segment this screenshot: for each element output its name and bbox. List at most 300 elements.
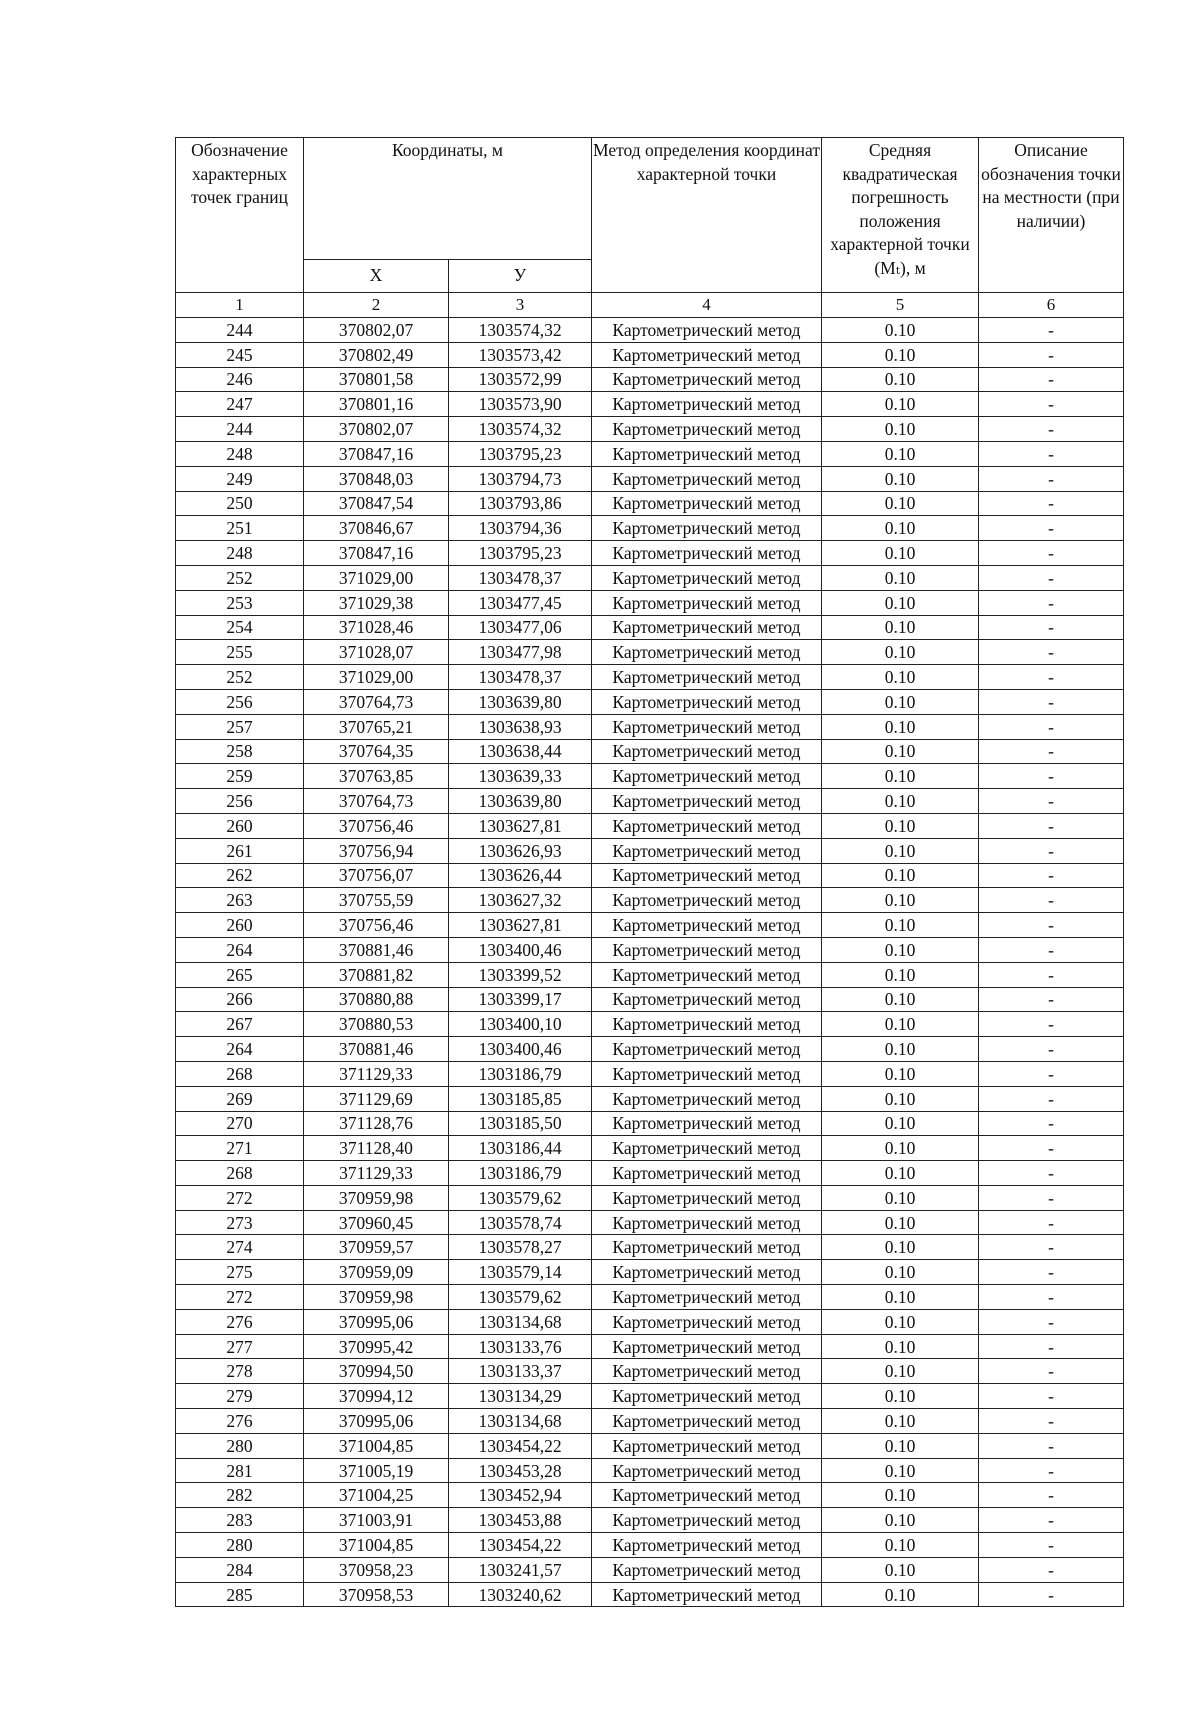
cell-x: 370756,94: [304, 838, 449, 863]
cell-y: 1303795,23: [449, 441, 592, 466]
cell-point-id: 271: [176, 1136, 304, 1161]
cell-description: -: [979, 1384, 1124, 1409]
cell-method: Картометрический метод: [592, 1185, 822, 1210]
cell-x: 370958,23: [304, 1557, 449, 1582]
cell-y: 1303627,81: [449, 813, 592, 838]
cell-error: 0.10: [822, 1061, 979, 1086]
cell-method: Картометрический метод: [592, 1508, 822, 1533]
cell-description: -: [979, 640, 1124, 665]
cell-error: 0.10: [822, 764, 979, 789]
cell-point-id: 272: [176, 1185, 304, 1210]
cell-description: -: [979, 1136, 1124, 1161]
header-coordinates: Координаты, м: [304, 138, 592, 260]
cell-point-id: 248: [176, 441, 304, 466]
table-row: [176, 392, 1124, 417]
cell-description: -: [979, 987, 1124, 1012]
cell-error: 0.10: [822, 640, 979, 665]
cell-y: 1303134,29: [449, 1384, 592, 1409]
table-row: [176, 714, 1124, 739]
cell-y: 1303794,36: [449, 516, 592, 541]
cell-x: 370995,42: [304, 1334, 449, 1359]
cell-y: 1303400,10: [449, 1012, 592, 1037]
cell-x: 370847,16: [304, 541, 449, 566]
table-body: [176, 293, 1124, 1607]
header-y: У: [449, 260, 592, 293]
table-row: [176, 937, 1124, 962]
column-number: 2: [304, 293, 449, 318]
cell-point-id: 273: [176, 1210, 304, 1235]
cell-method: Картометрический метод: [592, 1111, 822, 1136]
table-row: [176, 962, 1124, 987]
cell-method: Картометрический метод: [592, 417, 822, 442]
cell-y: 1303477,45: [449, 590, 592, 615]
cell-method: Картометрический метод: [592, 1409, 822, 1434]
header-point-designation: Обозначение характерных точек границ: [176, 138, 304, 293]
column-number: 4: [592, 293, 822, 318]
cell-y: 1303186,79: [449, 1161, 592, 1186]
cell-error: 0.10: [822, 789, 979, 814]
cell-error: 0.10: [822, 1285, 979, 1310]
cell-method: Картометрический метод: [592, 640, 822, 665]
cell-point-id: 245: [176, 342, 304, 367]
cell-error: 0.10: [822, 665, 979, 690]
cell-y: 1303579,62: [449, 1185, 592, 1210]
cell-description: -: [979, 962, 1124, 987]
cell-description: -: [979, 1458, 1124, 1483]
cell-y: 1303453,28: [449, 1458, 592, 1483]
table-row: [176, 1136, 1124, 1161]
cell-point-id: 252: [176, 565, 304, 590]
header-method: Метод определения координат характерной точки: [592, 138, 822, 293]
table-row: [176, 665, 1124, 690]
cell-x: 370959,09: [304, 1260, 449, 1285]
cell-method: Картометрический метод: [592, 466, 822, 491]
table-row: [176, 1582, 1124, 1607]
cell-description: -: [979, 739, 1124, 764]
cell-error: 0.10: [822, 1235, 979, 1260]
cell-method: Картометрический метод: [592, 590, 822, 615]
cell-point-id: 262: [176, 863, 304, 888]
cell-y: 1303478,37: [449, 565, 592, 590]
table-row: [176, 1557, 1124, 1582]
table-row: [176, 590, 1124, 615]
table-row: [176, 367, 1124, 392]
cell-error: 0.10: [822, 565, 979, 590]
cell-x: 370802,07: [304, 417, 449, 442]
cell-error: 0.10: [822, 491, 979, 516]
cell-x: 370848,03: [304, 466, 449, 491]
cell-x: 370801,58: [304, 367, 449, 392]
cell-point-id: 282: [176, 1483, 304, 1508]
cell-x: 370959,98: [304, 1285, 449, 1310]
cell-x: 371028,46: [304, 615, 449, 640]
cell-y: 1303241,57: [449, 1557, 592, 1582]
cell-error: 0.10: [822, 318, 979, 343]
table-row: [176, 863, 1124, 888]
cell-x: 370756,07: [304, 863, 449, 888]
cell-x: 370756,46: [304, 813, 449, 838]
cell-error: 0.10: [822, 1458, 979, 1483]
cell-error: 0.10: [822, 1111, 979, 1136]
cell-point-id: 256: [176, 789, 304, 814]
cell-description: -: [979, 1433, 1124, 1458]
header-row: [176, 138, 1124, 260]
cell-y: 1303452,94: [449, 1483, 592, 1508]
cell-description: -: [979, 466, 1124, 491]
cell-method: Картометрический метод: [592, 516, 822, 541]
cell-error: 0.10: [822, 1433, 979, 1458]
cell-y: 1303795,23: [449, 541, 592, 566]
table-row: [176, 1037, 1124, 1062]
cell-y: 1303793,86: [449, 491, 592, 516]
cell-description: -: [979, 516, 1124, 541]
table-row: [176, 1458, 1124, 1483]
cell-error: 0.10: [822, 1161, 979, 1186]
header-mean-square-error: Средняя квадратическая погрешность положения характерной точки (Mₜ), м: [822, 138, 979, 293]
cell-error: 0.10: [822, 1037, 979, 1062]
cell-x: 370764,73: [304, 689, 449, 714]
cell-y: 1303186,79: [449, 1061, 592, 1086]
cell-description: -: [979, 1483, 1124, 1508]
table-row: [176, 565, 1124, 590]
cell-description: -: [979, 541, 1124, 566]
table-row: [176, 1161, 1124, 1186]
header-point-description: Описание обозначения точки на местности (при наличии): [979, 138, 1124, 293]
cell-method: Картометрический метод: [592, 1012, 822, 1037]
cell-description: -: [979, 590, 1124, 615]
cell-x: 370881,46: [304, 1037, 449, 1062]
cell-method: Картометрический метод: [592, 342, 822, 367]
table-row: [176, 1433, 1124, 1458]
cell-y: 1303454,22: [449, 1533, 592, 1558]
cell-description: -: [979, 392, 1124, 417]
cell-point-id: 276: [176, 1309, 304, 1334]
cell-description: -: [979, 1557, 1124, 1582]
cell-method: Картометрический метод: [592, 1433, 822, 1458]
cell-point-id: 285: [176, 1582, 304, 1607]
cell-method: Картометрический метод: [592, 937, 822, 962]
table-row: [176, 1185, 1124, 1210]
cell-y: 1303794,73: [449, 466, 592, 491]
cell-error: 0.10: [822, 1086, 979, 1111]
cell-x: 371128,40: [304, 1136, 449, 1161]
table-row: [176, 1235, 1124, 1260]
cell-point-id: 281: [176, 1458, 304, 1483]
cell-description: -: [979, 1260, 1124, 1285]
cell-method: Картометрический метод: [592, 689, 822, 714]
cell-x: 370960,45: [304, 1210, 449, 1235]
cell-error: 0.10: [822, 466, 979, 491]
cell-error: 0.10: [822, 888, 979, 913]
table-row: [176, 1409, 1124, 1434]
table-row: [176, 1359, 1124, 1384]
cell-method: Картометрический метод: [592, 913, 822, 938]
cell-error: 0.10: [822, 1533, 979, 1558]
cell-point-id: 259: [176, 764, 304, 789]
table-row: [176, 1334, 1124, 1359]
cell-error: 0.10: [822, 863, 979, 888]
cell-method: Картометрический метод: [592, 1533, 822, 1558]
cell-error: 0.10: [822, 913, 979, 938]
cell-error: 0.10: [822, 1409, 979, 1434]
cell-y: 1303399,52: [449, 962, 592, 987]
cell-x: 370880,88: [304, 987, 449, 1012]
cell-y: 1303400,46: [449, 1037, 592, 1062]
cell-error: 0.10: [822, 417, 979, 442]
cell-y: 1303454,22: [449, 1433, 592, 1458]
cell-y: 1303133,76: [449, 1334, 592, 1359]
cell-method: Картометрический метод: [592, 565, 822, 590]
cell-method: Картометрический метод: [592, 1359, 822, 1384]
cell-method: Картометрический метод: [592, 1458, 822, 1483]
table-row: [176, 1533, 1124, 1558]
cell-description: -: [979, 1235, 1124, 1260]
cell-y: 1303574,32: [449, 318, 592, 343]
cell-error: 0.10: [822, 615, 979, 640]
cell-x: 371005,19: [304, 1458, 449, 1483]
cell-method: Картометрический метод: [592, 665, 822, 690]
cell-x: 370959,98: [304, 1185, 449, 1210]
table-row: [176, 813, 1124, 838]
cell-x: 371029,38: [304, 590, 449, 615]
cell-y: 1303133,37: [449, 1359, 592, 1384]
cell-error: 0.10: [822, 1136, 979, 1161]
cell-x: 371129,69: [304, 1086, 449, 1111]
cell-point-id: 264: [176, 1037, 304, 1062]
cell-x: 371029,00: [304, 665, 449, 690]
cell-error: 0.10: [822, 1210, 979, 1235]
cell-error: 0.10: [822, 1483, 979, 1508]
cell-x: 371004,85: [304, 1433, 449, 1458]
cell-description: -: [979, 318, 1124, 343]
cell-x: 370764,73: [304, 789, 449, 814]
cell-error: 0.10: [822, 541, 979, 566]
cell-point-id: 270: [176, 1111, 304, 1136]
cell-x: 370959,57: [304, 1235, 449, 1260]
table-row: [176, 1260, 1124, 1285]
cell-point-id: 265: [176, 962, 304, 987]
table-row: [176, 342, 1124, 367]
cell-x: 370765,21: [304, 714, 449, 739]
cell-error: 0.10: [822, 813, 979, 838]
cell-x: 370801,16: [304, 392, 449, 417]
table-row: [176, 466, 1124, 491]
cell-point-id: 276: [176, 1409, 304, 1434]
cell-point-id: 251: [176, 516, 304, 541]
table-row: [176, 640, 1124, 665]
cell-description: -: [979, 764, 1124, 789]
cell-method: Картометрический метод: [592, 1037, 822, 1062]
column-number: 3: [449, 293, 592, 318]
cell-error: 0.10: [822, 1508, 979, 1533]
cell-method: Картометрический метод: [592, 714, 822, 739]
cell-method: Картометрический метод: [592, 838, 822, 863]
cell-error: 0.10: [822, 367, 979, 392]
cell-y: 1303185,50: [449, 1111, 592, 1136]
cell-y: 1303579,62: [449, 1285, 592, 1310]
cell-point-id: 260: [176, 813, 304, 838]
table-row: [176, 1086, 1124, 1111]
cell-point-id: 266: [176, 987, 304, 1012]
cell-y: 1303627,32: [449, 888, 592, 913]
cell-description: -: [979, 1508, 1124, 1533]
cell-method: Картометрический метод: [592, 1210, 822, 1235]
cell-point-id: 250: [176, 491, 304, 516]
cell-point-id: 244: [176, 417, 304, 442]
cell-description: -: [979, 367, 1124, 392]
cell-point-id: 279: [176, 1384, 304, 1409]
cell-y: 1303572,99: [449, 367, 592, 392]
cell-method: Картометрический метод: [592, 441, 822, 466]
cell-method: Картометрический метод: [592, 541, 822, 566]
cell-x: 370846,67: [304, 516, 449, 541]
cell-y: 1303638,93: [449, 714, 592, 739]
cell-error: 0.10: [822, 689, 979, 714]
table-row: [176, 1210, 1124, 1235]
cell-point-id: 261: [176, 838, 304, 863]
boundary-points-table: [175, 137, 1124, 1607]
cell-description: -: [979, 1309, 1124, 1334]
cell-x: 370802,49: [304, 342, 449, 367]
cell-description: -: [979, 1409, 1124, 1434]
cell-method: Картометрический метод: [592, 392, 822, 417]
table-row: [176, 689, 1124, 714]
cell-point-id: 244: [176, 318, 304, 343]
cell-error: 0.10: [822, 1359, 979, 1384]
cell-description: -: [979, 838, 1124, 863]
cell-description: -: [979, 417, 1124, 442]
column-number: 1: [176, 293, 304, 318]
cell-description: -: [979, 342, 1124, 367]
cell-x: 371029,00: [304, 565, 449, 590]
cell-method: Картометрический метод: [592, 1483, 822, 1508]
cell-y: 1303639,80: [449, 789, 592, 814]
cell-point-id: 267: [176, 1012, 304, 1037]
cell-point-id: 280: [176, 1533, 304, 1558]
cell-y: 1303574,32: [449, 417, 592, 442]
cell-method: Картометрический метод: [592, 1309, 822, 1334]
cell-description: -: [979, 863, 1124, 888]
column-number-row: [176, 293, 1124, 318]
cell-method: Картометрический метод: [592, 764, 822, 789]
cell-y: 1303578,27: [449, 1235, 592, 1260]
cell-point-id: 253: [176, 590, 304, 615]
cell-description: -: [979, 888, 1124, 913]
table-row: [176, 441, 1124, 466]
cell-x: 370763,85: [304, 764, 449, 789]
cell-point-id: 257: [176, 714, 304, 739]
cell-point-id: 260: [176, 913, 304, 938]
cell-description: -: [979, 714, 1124, 739]
cell-method: Картометрический метод: [592, 962, 822, 987]
cell-y: 1303134,68: [449, 1309, 592, 1334]
cell-method: Картометрический метод: [592, 1086, 822, 1111]
cell-x: 371129,33: [304, 1061, 449, 1086]
cell-description: -: [979, 813, 1124, 838]
cell-description: -: [979, 1533, 1124, 1558]
cell-x: 370994,12: [304, 1384, 449, 1409]
cell-method: Картометрический метод: [592, 813, 822, 838]
cell-method: Картометрический метод: [592, 1334, 822, 1359]
table-row: [176, 318, 1124, 343]
cell-x: 370995,06: [304, 1309, 449, 1334]
cell-x: 371004,25: [304, 1483, 449, 1508]
table-header: [176, 138, 1124, 293]
column-number: 5: [822, 293, 979, 318]
cell-error: 0.10: [822, 987, 979, 1012]
cell-y: 1303578,74: [449, 1210, 592, 1235]
cell-y: 1303639,80: [449, 689, 592, 714]
cell-point-id: 246: [176, 367, 304, 392]
cell-description: -: [979, 1285, 1124, 1310]
cell-description: -: [979, 441, 1124, 466]
cell-error: 0.10: [822, 1012, 979, 1037]
cell-method: Картометрический метод: [592, 863, 822, 888]
header-x: X: [304, 260, 449, 293]
cell-y: 1303477,98: [449, 640, 592, 665]
cell-description: -: [979, 1037, 1124, 1062]
cell-description: -: [979, 913, 1124, 938]
cell-method: Картометрический метод: [592, 1557, 822, 1582]
cell-x: 371128,76: [304, 1111, 449, 1136]
cell-point-id: 268: [176, 1161, 304, 1186]
cell-method: Картометрический метод: [592, 318, 822, 343]
table-row: [176, 516, 1124, 541]
cell-x: 370881,82: [304, 962, 449, 987]
table-row: [176, 1111, 1124, 1136]
cell-y: 1303627,81: [449, 913, 592, 938]
cell-description: -: [979, 1334, 1124, 1359]
cell-point-id: 274: [176, 1235, 304, 1260]
cell-description: -: [979, 937, 1124, 962]
cell-x: 371004,85: [304, 1533, 449, 1558]
cell-error: 0.10: [822, 714, 979, 739]
cell-x: 370847,54: [304, 491, 449, 516]
cell-y: 1303626,93: [449, 838, 592, 863]
cell-y: 1303400,46: [449, 937, 592, 962]
cell-method: Картометрический метод: [592, 739, 822, 764]
cell-method: Картометрический метод: [592, 1061, 822, 1086]
table-row: [176, 1483, 1124, 1508]
column-number: 6: [979, 293, 1124, 318]
cell-description: -: [979, 1012, 1124, 1037]
cell-x: 370847,16: [304, 441, 449, 466]
table-row: [176, 1012, 1124, 1037]
cell-point-id: 254: [176, 615, 304, 640]
cell-point-id: 284: [176, 1557, 304, 1582]
cell-error: 0.10: [822, 838, 979, 863]
table-row: [176, 541, 1124, 566]
cell-method: Картометрический метод: [592, 1260, 822, 1285]
table-row: [176, 1508, 1124, 1533]
cell-error: 0.10: [822, 516, 979, 541]
cell-error: 0.10: [822, 342, 979, 367]
cell-description: -: [979, 1161, 1124, 1186]
cell-point-id: 263: [176, 888, 304, 913]
cell-point-id: 275: [176, 1260, 304, 1285]
cell-error: 0.10: [822, 739, 979, 764]
cell-description: -: [979, 665, 1124, 690]
cell-x: 371129,33: [304, 1161, 449, 1186]
cell-y: 1303186,44: [449, 1136, 592, 1161]
cell-point-id: 277: [176, 1334, 304, 1359]
cell-method: Картометрический метод: [592, 1235, 822, 1260]
table-row: [176, 1285, 1124, 1310]
cell-point-id: 255: [176, 640, 304, 665]
cell-y: 1303626,44: [449, 863, 592, 888]
cell-method: Картометрический метод: [592, 1384, 822, 1409]
cell-point-id: 283: [176, 1508, 304, 1533]
